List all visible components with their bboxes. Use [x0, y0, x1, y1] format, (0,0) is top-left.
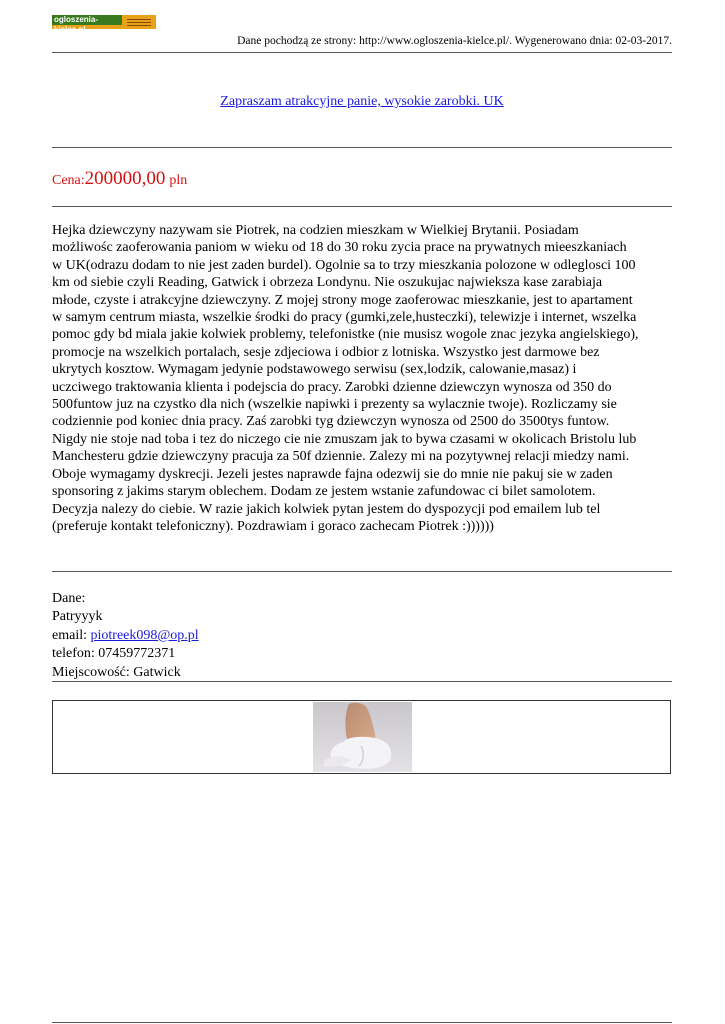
description-line: km od siebie czyli Reading, Gatwick i obrzeza Londynu. Nie oszukujac najwieksza kase zarabiaja: [52, 275, 603, 291]
ad-photo-image: [313, 702, 412, 772]
description-line: sponsoring z jakims starym oblechem. Dodam ze jestem wstanie zafundowac ci bilet samolotem.: [52, 484, 596, 500]
price-currency: pln: [169, 173, 188, 188]
description-line: możliwośc zaoferowania paniom w wieku od 18 do 30 roku zycia prace na prywatnych mieeszkaniach: [52, 240, 627, 256]
photo-gallery: [52, 700, 671, 774]
contact-email-row: [52, 627, 199, 645]
source-header: Dane pochodzą ze strony: http://www.ogloszenia-kielce.pl/. Wygenerowano dnia: 02-03-2017.: [237, 35, 672, 47]
description-line: Decyzja nalezy do ciebie. W razie jakich kolwiek pytan jestem do dyspozycji pod emailem lub tel: [52, 501, 601, 517]
price-label: Cena:: [52, 173, 85, 188]
ad-description: [52, 222, 672, 535]
location-value: Gatwick: [133, 664, 181, 680]
logo-text: ogloszenia-kielce.pl: [52, 15, 122, 29]
description-line: w UK(odrazu dodam to nie jest zaden burdel). Ogolnie sa to trzy mieszkania polozone w odleglosci 100: [52, 257, 636, 273]
header-divider: [52, 52, 672, 53]
contact-divider: [52, 681, 672, 682]
ad-photo[interactable]: [313, 702, 412, 772]
description-line: młode, czyste i atrakcyjne dziewczyny. Z mojej strony moge zaoferowac mieszkanie, jest to apartament: [52, 292, 633, 308]
description-line: codziennie pod koniec dnia pracy. Zaś zarobki tyg dziewczyn wynosza od 2500 do 3500tys funtow.: [52, 414, 610, 430]
contact-heading: Dane:: [52, 591, 86, 606]
title-divider: [52, 147, 672, 148]
description-line: ukrytych kosztow. Wymagam jedynie podstawowego serwisu (sex,lodzik, calowanie,masaz) i: [52, 362, 577, 378]
price: [52, 168, 187, 190]
ad-title-link[interactable]: Zapraszam atrakcyjne panie, wysokie zarobki. UK: [220, 94, 504, 109]
description-line: pomoc gdy bd miala jakie kolwiek problemy, telefonistke (nie musisz wogole znac jezyka angielskiego),: [52, 327, 639, 343]
contact-name: Patryyyk: [52, 609, 103, 625]
phone-label: telefon:: [52, 646, 95, 662]
logo-badge: [122, 15, 156, 29]
description-divider: [52, 571, 672, 572]
description-line: Hejka dziewczyny nazywam sie Piotrek, na codzien mieszkam w Wielkiej Brytanii. Posiadam: [52, 223, 579, 238]
footer-divider: [52, 1022, 672, 1023]
contact-location-row: [52, 664, 199, 682]
phone-value: 07459772371: [98, 646, 176, 662]
description-line: 500funtow juz na czystko dla nich (wszelkie napiwki i prezenty sa wylacznie twoje). Rozliczamy sie: [52, 397, 617, 413]
contact-block: [52, 590, 199, 682]
description-line: (preferuje kontakt telefoniczny). Pozdrawiam i goraco zachecam Piotrek :)))))): [52, 518, 494, 534]
email-label: email:: [52, 627, 87, 643]
description-line: Nigdy nie stoje nad toba i tez do niczego cie nie zmuszam jak to bywa czasami w okolicach Bristolu lub: [52, 431, 637, 447]
description-line: promocje na wszelkich portalach, sesje zdjeciowa i odbior z lotniska. Wszystko jest darmowe bez: [52, 344, 600, 360]
ad-title: [52, 94, 672, 110]
contact-phone-row: [52, 645, 199, 663]
description-line: uczciwego traktowania klienta i podejscia do pracy. Zarobki dzienne dziewczyn wynosza od 350 do: [52, 379, 612, 395]
price-divider: [52, 206, 672, 207]
description-line: Oboje wymagamy dyskrecji. Jezeli jestes naprawde fajna odezwij sie do mnie nie pakuj sie w zaden: [52, 466, 613, 482]
description-line: Manchesteru gdzie dziewczyny pracuja za 50f dziennie. Zalezy mi na pozytywnej relacji miedzy nami.: [52, 449, 630, 465]
price-value: 200000,00: [84, 168, 166, 189]
site-logo: [52, 15, 156, 34]
email-link[interactable]: piotreek098@op.pl: [90, 627, 199, 643]
location-label: Miejscowość:: [52, 664, 130, 680]
description-line: w samym centrum miasta, wszelkie środki do pracy (gumki,zele,husteczki), telewizje i internet, wszelka: [52, 310, 637, 326]
